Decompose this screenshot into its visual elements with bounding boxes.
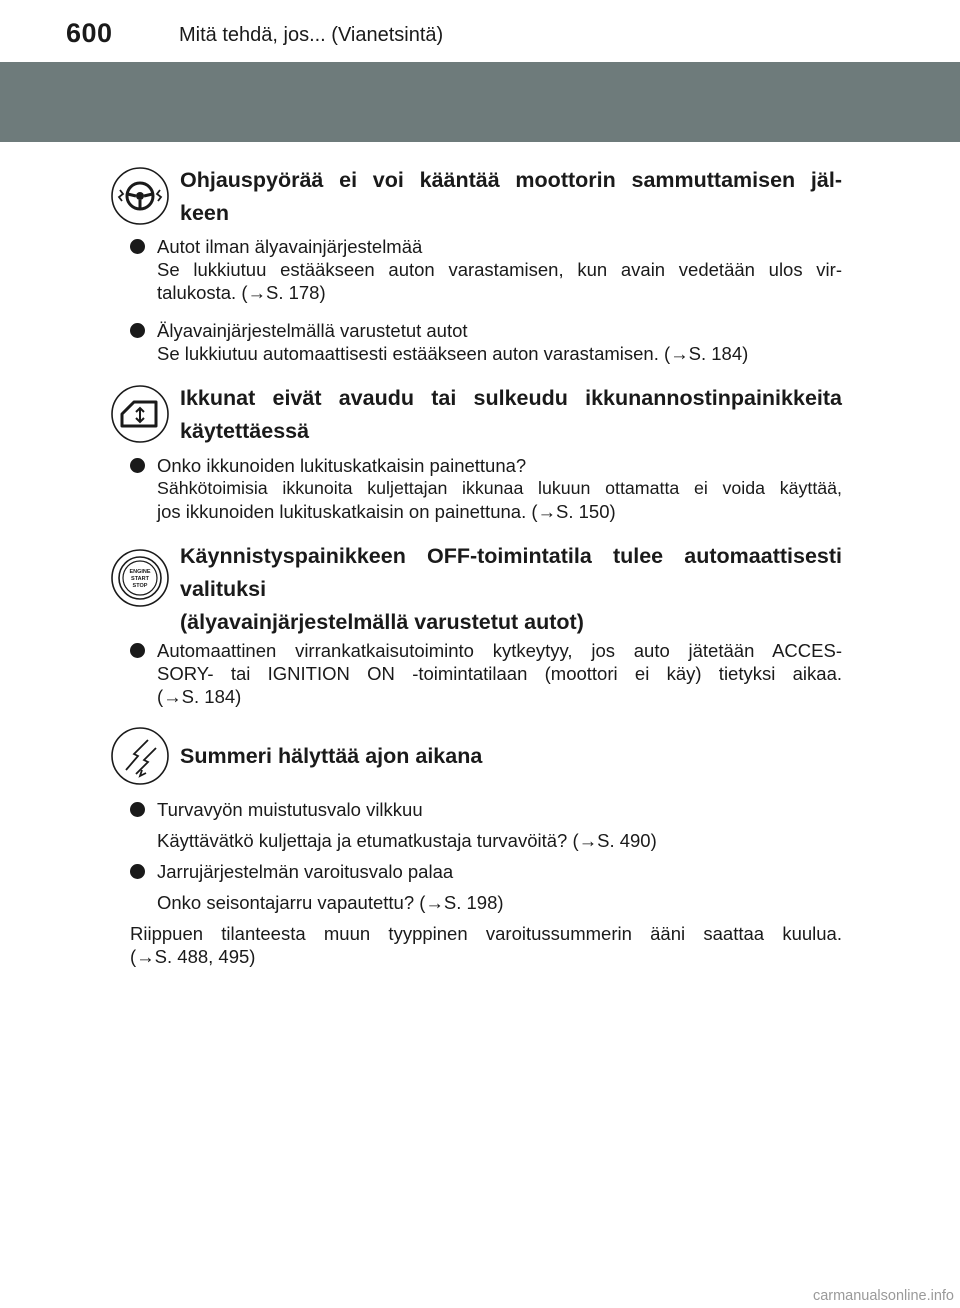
paragraph: Riippuen tilanteesta muun tyyppinen varoitussummerin ääni saattaa kuulua. (→S. 488, 495) [130,923,842,967]
power-window-icon [110,384,170,444]
engine-start-stop-icon [110,548,170,608]
bullet-icon [130,643,145,658]
bullet-icon [130,864,145,879]
watermark: carmanualsonline.info [812,1288,954,1304]
section-title: Ohjauspyörää ei voi kääntää moottorin sammuttamisen jäl- keen [180,168,842,225]
bullet-icon [130,802,145,817]
section-title: Käynnistyspainikkeen OFF-toimintatila tulee automaattisesti valituksi (älyavainjärjestelmällä varustetut autot) [180,544,842,634]
svg-text:ENGINE: ENGINE [129,569,151,575]
page-number: 600 [66,18,113,48]
bullet-icon [130,458,145,473]
svg-text:START: START [131,576,149,582]
steering-wheel-lock-icon [110,166,170,226]
page-header [0,0,960,62]
header-title: Mitä tehdä, jos... (Vianetsintä) [179,24,444,46]
bullet-icon [130,323,145,338]
bullet-icon [130,239,145,254]
buzzer-warning-icon [110,726,170,786]
section-title: Ikkunat eivät avaudu tai sulkeudu ikkunannostinpainikkeita käytettäessä [180,386,842,443]
svg-text:STOP: STOP [132,583,148,589]
header-band [0,62,960,142]
section-title: Summeri hälyttää ajon aikana [180,744,483,768]
